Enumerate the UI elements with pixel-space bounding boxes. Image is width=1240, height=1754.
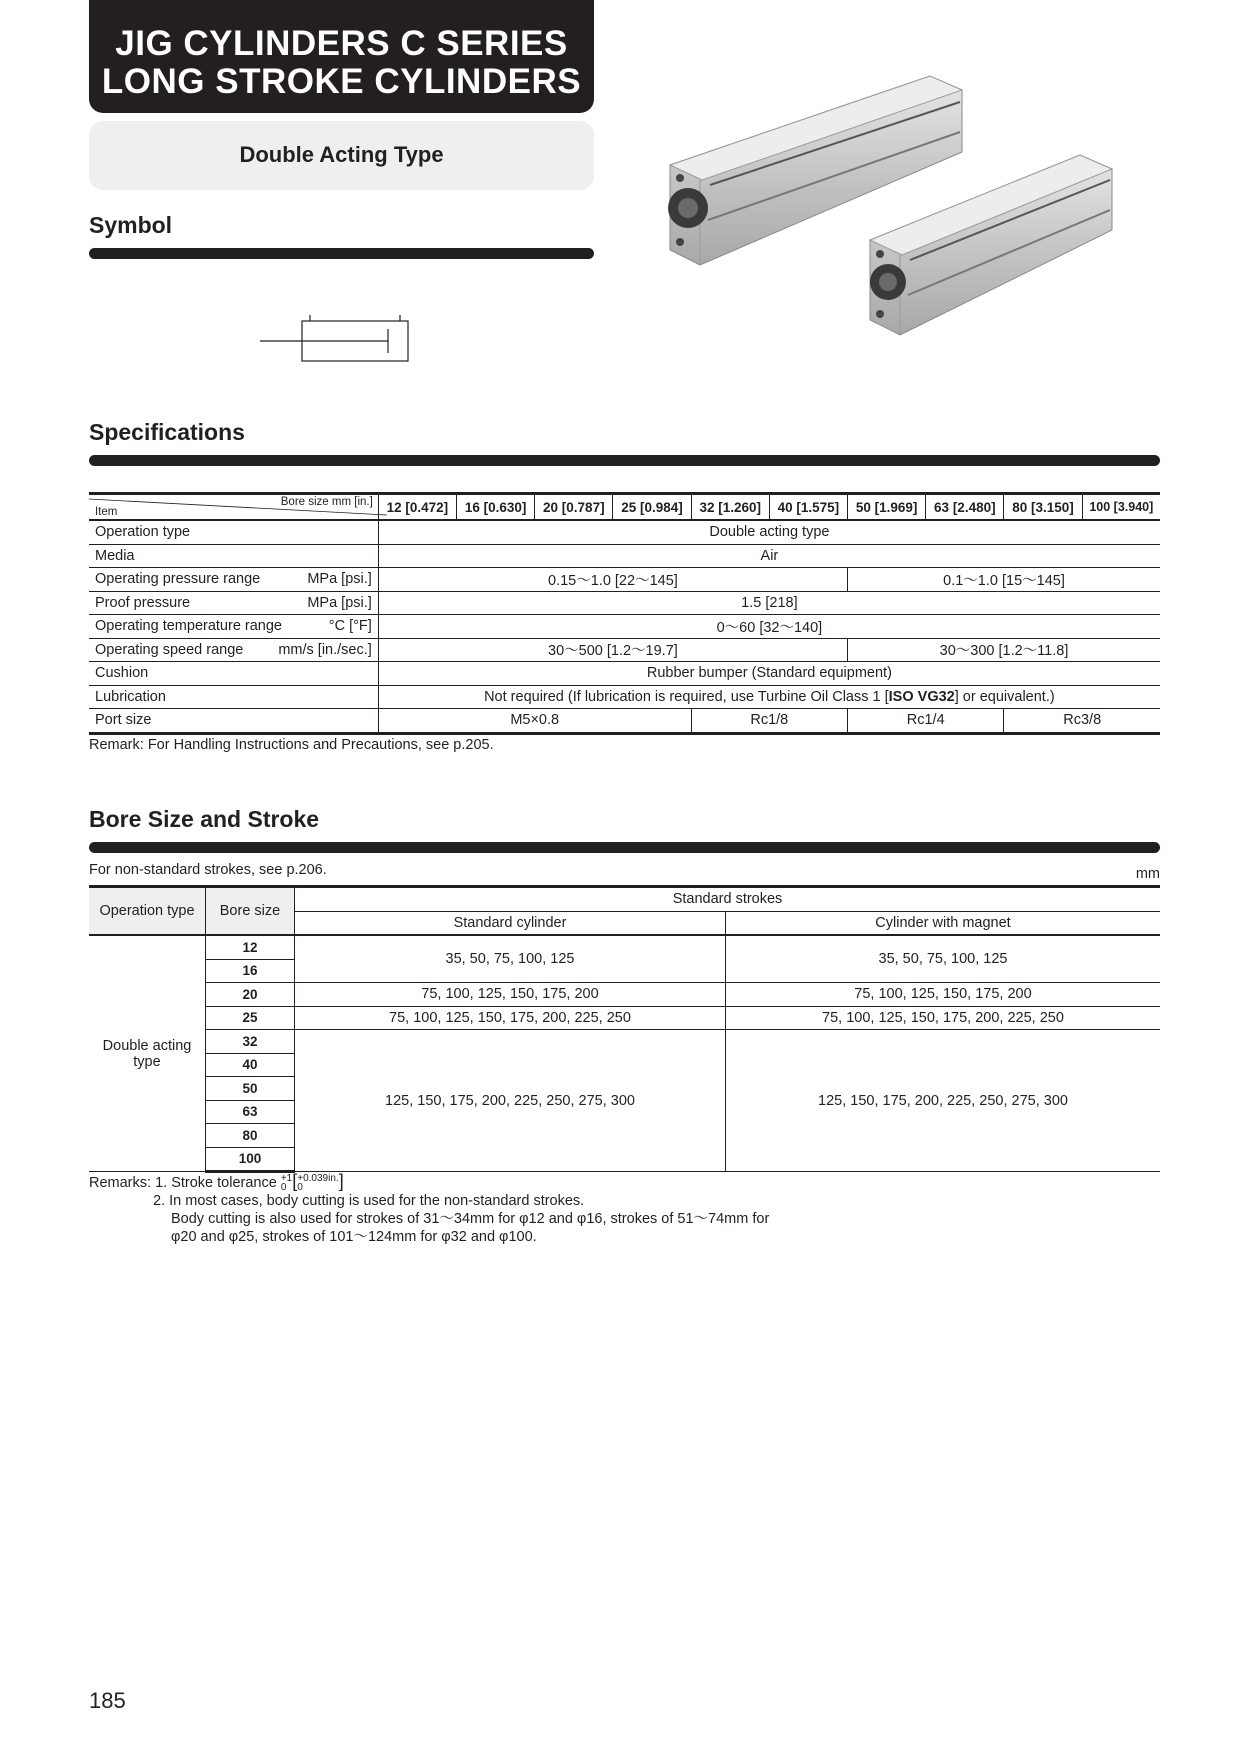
port-size-row <box>89 709 1160 734</box>
remark-2-line2: Body cutting is also used for strokes of 31～34mm for φ12 and φ16, strokes of 51～74mm for <box>171 1211 770 1228</box>
remark-2 <box>89 1192 769 1210</box>
speed-range-value-small: 30～500 [1.2～19.7] <box>378 638 847 662</box>
speed-range-label: Operating speed range <box>95 641 244 658</box>
operation-type-row <box>89 520 1160 544</box>
bore-size-25: 25 <box>206 1006 295 1030</box>
pressure-range-value-small: 0.15～1.0 [22～145] <box>378 568 847 592</box>
magnet-strokes-20: 75, 100, 125, 150, 175, 200 <box>726 983 1161 1007</box>
proof-pressure-row <box>89 591 1160 615</box>
bore-size-50: 50 <box>206 1077 295 1101</box>
remarks-block <box>89 1172 769 1246</box>
port-size-value-50-63: Rc1/4 <box>848 709 1004 734</box>
type-label: Double Acting Type <box>239 142 444 167</box>
bore-size-16: 16 <box>206 959 295 983</box>
standard-strokes-32-100: 125, 150, 175, 200, 225, 250, 275, 300 <box>295 1030 726 1172</box>
port-size-value-32-40: Rc1/8 <box>691 709 847 734</box>
operation-type-header: Operation type <box>89 887 206 936</box>
non-standard-stroke-note: For non-standard strokes, see p.206. <box>89 862 327 878</box>
lubrication-value <box>378 685 1160 709</box>
magnet-strokes-12-16: 35, 50, 75, 100, 125 <box>726 935 1161 983</box>
media-row <box>89 544 1160 568</box>
standard-strokes-20: 75, 100, 125, 150, 175, 200 <box>295 983 726 1007</box>
cushion-label: Cushion <box>89 662 378 686</box>
speed-range-row <box>89 638 1160 662</box>
operation-type-label: Operation type <box>89 520 378 544</box>
speed-range-value-large: 30～300 [1.2～11.8] <box>848 638 1160 662</box>
cylinder-small-image <box>870 155 1112 335</box>
double-acting-line2: type <box>133 1053 161 1070</box>
bore-size-label: Bore size mm [in.] <box>280 496 373 508</box>
bore-size-63: 63 <box>206 1100 295 1124</box>
bore-row-20 <box>89 983 1160 1007</box>
bore-size-header: Bore size <box>206 887 295 936</box>
tolerance-in-upper: +0.039in. <box>297 1173 339 1185</box>
bore-header-100: 100 [3.940] <box>1082 494 1160 521</box>
bore-header-40: 40 [1.575] <box>769 494 847 521</box>
operation-type-value: Double acting type <box>378 520 1160 544</box>
lubrication-row <box>89 685 1160 709</box>
bore-size-32: 32 <box>206 1030 295 1054</box>
bore-row-32 <box>89 1030 1160 1054</box>
tolerance-in-lower: 0 <box>297 1182 303 1194</box>
specifications-rule <box>89 455 1160 466</box>
series-title: JIG CYLINDERS C SERIES <box>115 24 568 63</box>
magnet-strokes-32-100: 125, 150, 175, 200, 225, 250, 275, 300 <box>726 1030 1161 1172</box>
standard-strokes-header: Standard strokes <box>295 887 1161 912</box>
pressure-range-label-cell <box>89 568 378 592</box>
bore-row-25 <box>89 1006 1160 1030</box>
standard-cylinder-header: Standard cylinder <box>295 911 726 935</box>
tolerance-mm-upper: +1 <box>280 1173 293 1185</box>
standard-strokes-25: 75, 100, 125, 150, 175, 200, 225, 250 <box>295 1006 726 1030</box>
bore-stroke-rule <box>89 842 1160 853</box>
specifications-table <box>89 492 1160 735</box>
item-bore-header-cell <box>89 494 378 521</box>
bore-header-20: 20 [0.787] <box>535 494 613 521</box>
type-banner <box>89 121 594 190</box>
spec-header-row <box>89 494 1160 521</box>
item-label: Item <box>95 506 118 518</box>
bore-row-12 <box>89 935 1160 959</box>
double-acting-line1: Double acting <box>102 1037 192 1054</box>
temperature-range-value: 0～60 [32～140] <box>378 615 1160 639</box>
page-number: 185 <box>89 1688 126 1713</box>
bore-header-50: 50 [1.969] <box>848 494 926 521</box>
lubrication-value-pre: Not required (If lubrication is required, use Turbine Oil Class 1 [ <box>484 688 889 705</box>
bore-size-80: 80 <box>206 1124 295 1148</box>
port-size-value-80-100: Rc3/8 <box>1004 709 1160 734</box>
media-label: Media <box>89 544 378 568</box>
series-subtitle: LONG STROKE CYLINDERS <box>101 62 582 101</box>
remark-1-text: Stroke tolerance <box>171 1175 277 1191</box>
pressure-range-label: Operating pressure range <box>95 571 261 588</box>
spec-remark: Remark: For Handling Instructions and Precautions, see p.205. <box>89 737 494 753</box>
symbol-rule <box>89 248 594 259</box>
tolerance-mm <box>281 1174 292 1192</box>
lubrication-oil-grade: ISO VG32 <box>888 688 955 705</box>
bore-header-80: 80 [3.150] <box>1004 494 1082 521</box>
bore-header-16: 16 [0.630] <box>457 494 535 521</box>
proof-pressure-value: 1.5 [218] <box>378 591 1160 615</box>
lubrication-label: Lubrication <box>89 685 378 709</box>
cylinder-symbol-diagram <box>260 315 420 367</box>
pressure-range-unit: MPa [psi.] <box>307 571 372 588</box>
bore-header-63: 63 [2.480] <box>926 494 1004 521</box>
bore-size-100: 100 <box>206 1147 295 1172</box>
media-value: Air <box>378 544 1160 568</box>
cushion-value: Rubber bumper (Standard equipment) <box>378 662 1160 686</box>
series-title-banner <box>89 0 594 113</box>
proof-pressure-unit: MPa [psi.] <box>307 594 372 611</box>
temperature-range-label-cell <box>89 615 378 639</box>
speed-range-label-cell <box>89 638 378 662</box>
unit-label: mm <box>1135 866 1160 882</box>
bore-header-25: 25 [0.984] <box>613 494 691 521</box>
tolerance-in <box>297 1174 338 1192</box>
bore-table-header-row <box>89 887 1160 912</box>
remarks-label: Remarks: 1. <box>89 1175 168 1191</box>
port-size-value-12-25: M5×0.8 <box>378 709 691 734</box>
bore-stroke-heading: Bore Size and Stroke <box>89 806 320 832</box>
magnet-strokes-25: 75, 100, 125, 150, 175, 200, 225, 250 <box>726 1006 1161 1030</box>
temperature-range-row <box>89 615 1160 639</box>
pressure-range-row <box>89 568 1160 592</box>
remark-1: Remarks: 1. Stroke tolerance +1 0 [+0.039in. 0 ] <box>89 1171 344 1194</box>
bore-size-20: 20 <box>206 983 295 1007</box>
bore-header-12: 12 [0.472] <box>378 494 456 521</box>
remark-2-line1: In most cases, body cutting is used for the non-standard strokes. <box>169 1193 585 1210</box>
specifications-heading: Specifications <box>89 419 245 445</box>
temperature-range-unit: °C [°F] <box>328 618 372 635</box>
cylinder-with-magnet-header: Cylinder with magnet <box>726 911 1161 935</box>
cushion-row <box>89 662 1160 686</box>
double-acting-type-cell <box>89 935 206 1172</box>
bore-stroke-table <box>89 885 1160 1173</box>
temperature-range-label: Operating temperature range <box>95 618 282 635</box>
symbol-heading: Symbol <box>89 212 173 238</box>
bore-header-32: 32 [1.260] <box>691 494 769 521</box>
speed-range-unit: mm/s [in./sec.] <box>278 641 372 658</box>
bore-size-12: 12 <box>206 935 295 959</box>
remark-2-number: 2. <box>153 1193 166 1210</box>
remark-2-line3: φ20 and φ25, strokes of 101～124mm for φ32 and φ100. <box>171 1229 537 1246</box>
tolerance-mm-lower: 0 <box>280 1182 287 1194</box>
pressure-range-value-large: 0.1～1.0 [15～145] <box>848 568 1160 592</box>
proof-pressure-label: Proof pressure <box>95 594 191 611</box>
port-size-label: Port size <box>89 709 378 734</box>
bore-size-40: 40 <box>206 1053 295 1077</box>
standard-strokes-12-16: 35, 50, 75, 100, 125 <box>295 935 726 983</box>
product-photo <box>660 70 1150 350</box>
lubrication-value-post: ] or equivalent.) <box>954 688 1055 705</box>
proof-pressure-label-cell <box>89 591 378 615</box>
